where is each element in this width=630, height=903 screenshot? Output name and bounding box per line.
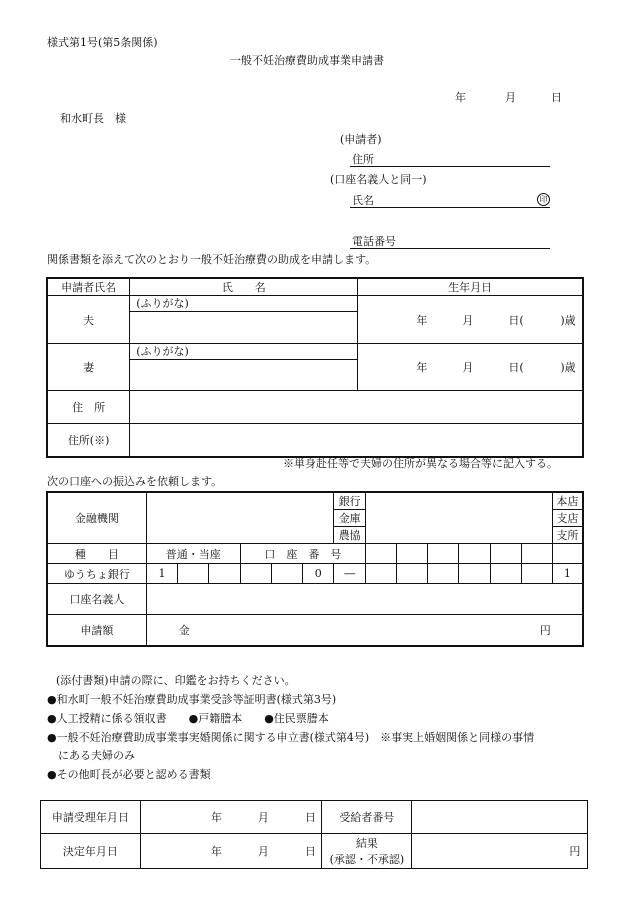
yucho-digit[interactable] [178,564,209,584]
account-digit[interactable] [397,544,428,564]
address-row [47,391,583,424]
phone-line[interactable] [350,248,550,249]
institution-field[interactable] [146,492,334,544]
form-number: 様式第1号(第5条関係) [47,36,158,49]
attachment-item: ●和水町一般不妊治療費助成事業受診等証明書(様式第3号) [47,693,337,706]
branch-field[interactable] [365,492,552,544]
yucho-label: ゆうちょ銀行 [47,564,146,584]
same-as-account-note: (口座名義人と同一) [330,173,427,186]
yucho-digit[interactable] [271,564,302,584]
yucho-digit: 0 [303,564,334,584]
attachment-item: にある夫婦のみ [47,749,135,762]
header-birthdate: 生年月日 [358,278,583,296]
husband-label: 夫 [47,296,130,344]
note-single-posting: ※単身赴任等で夫婦の住所が異なる場合等に記入する。 [283,457,558,470]
bank-type-shinkin: 金庫 [334,510,365,527]
phone-label: 電話番号 [352,235,396,248]
address-row-label: 住 所 [47,391,130,424]
bank-table [46,491,584,647]
account-digit[interactable] [552,544,583,564]
decision-date-field[interactable]: 年 月 日 [140,834,322,869]
yucho-digit[interactable] [521,564,552,584]
result-field[interactable]: 円 [412,834,588,869]
account-digit[interactable] [521,544,552,564]
office-table [40,800,588,869]
amount-unit: 円 [539,623,551,637]
intro-text: 関係書類を添えて次のとおり一般不妊治療費の助成を申請します。 [47,253,377,266]
holder-label: 口座名義人 [47,584,146,615]
recipient-no-label: 受給者番号 [322,801,412,834]
received-date-label: 申請受理年月日 [41,801,141,834]
husband-row [47,296,583,344]
account-number-label: 口 座 番 号 [240,544,365,564]
wife-furigana[interactable]: (ふりがな) [130,344,357,360]
yucho-digit[interactable] [397,564,428,584]
attachment-item: ●人工授精に係る領収書 ●戸籍謄本 ●住民票謄本 [47,712,329,725]
address-line[interactable] [350,166,550,167]
husband-furigana[interactable]: (ふりがな) [130,296,357,312]
institution-label: 金融機関 [47,492,146,544]
wife-birthdate[interactable]: 年 月 日( )歳 [358,344,583,391]
header-name: 氏 名 [130,278,358,296]
name-label: 氏名 [352,194,374,207]
bank-type-bank: 銀行 [334,492,365,510]
yucho-digit: 1 [146,564,177,584]
wife-name-field[interactable] [130,360,357,390]
account-type-values[interactable]: 普通・当座 [146,544,240,564]
recipient-no-field[interactable] [412,801,588,834]
amount-label: 申請額 [47,615,146,646]
result-label: 結果 (承認・不承認) [322,834,412,869]
address-alt-label: 住所(※) [47,424,130,457]
date-year: 年 [455,91,466,104]
seal-mark: 印 [537,193,550,206]
received-date-field[interactable]: 年 月 日 [140,801,322,834]
decision-date-label: 決定年月日 [41,834,141,869]
amount-prefix: 金 [178,623,190,637]
yucho-digit: 1 [552,564,583,584]
attachments-heading: (添付書類)申請の際に、印鑑をお持ちください。 [56,674,296,687]
yucho-dash: ― [334,564,365,584]
yucho-digit[interactable] [428,564,459,584]
applicant-label: (申請者) [340,133,382,146]
couple-table [46,277,584,458]
account-digit[interactable] [490,544,521,564]
addressee: 和水町長 様 [60,112,126,125]
account-digit[interactable] [459,544,490,564]
yucho-digit[interactable] [240,564,271,584]
date-day: 日 [551,91,562,104]
address-alt-row [47,424,583,457]
yucho-digit[interactable] [490,564,521,584]
husband-birthdate[interactable]: 年 月 日( )歳 [358,296,583,344]
address-label: 住所 [352,153,374,166]
holder-field[interactable] [146,584,583,615]
branch-type-office: 支所 [552,527,583,544]
attachment-item: ●一般不妊治療費助成事業事実婚関係に関する申立書(様式第4号) ※事実上婚姻関係と同様の事情 [47,731,535,744]
branch-type-main: 本店 [552,492,583,510]
name-line[interactable] [350,207,550,208]
branch-type-branch: 支店 [552,510,583,527]
husband-name-field[interactable] [130,312,357,343]
wife-label: 妻 [47,344,130,391]
yucho-digit[interactable] [209,564,240,584]
wife-row [47,344,583,391]
bank-type-nokyo: 農協 [334,527,365,544]
transfer-intro: 次の口座への振込みを依頼します。 [47,475,223,488]
page-title: 一般不妊治療費助成事業申請書 [230,54,384,67]
address-field[interactable] [130,391,583,424]
header-applicant-name: 申請者氏名 [47,278,130,296]
account-digit[interactable] [428,544,459,564]
address-alt-field[interactable] [130,424,583,457]
yucho-digit[interactable] [459,564,490,584]
amount-field[interactable] [146,615,583,646]
date-month: 月 [505,91,516,104]
account-digit[interactable] [365,544,396,564]
yucho-digit[interactable] [365,564,396,584]
attachment-item: ●その他町長が必要と認める書類 [47,768,211,781]
account-type-label: 種 目 [47,544,146,564]
